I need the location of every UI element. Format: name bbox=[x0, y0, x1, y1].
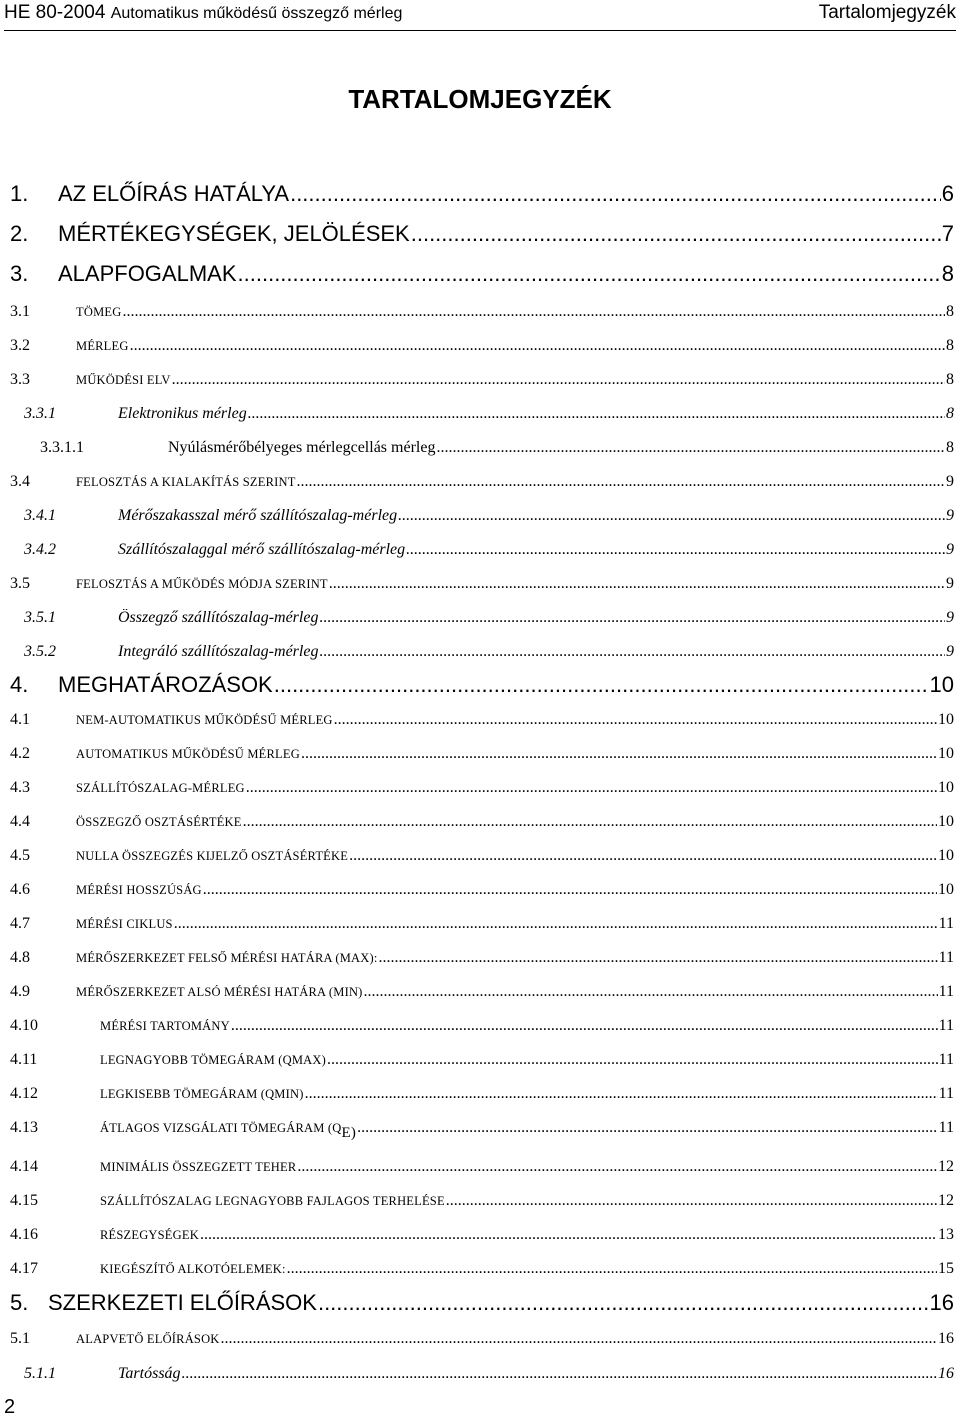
toc-entry-number: 4.1 bbox=[10, 711, 30, 728]
toc-entry[interactable] bbox=[24, 507, 954, 529]
toc-entry[interactable] bbox=[10, 181, 954, 211]
toc-leader-dots bbox=[364, 983, 938, 1001]
toc-entry[interactable] bbox=[10, 881, 954, 903]
toc-entry-number: 5. bbox=[10, 1290, 29, 1315]
toc-leader-dots bbox=[446, 1192, 937, 1210]
running-header bbox=[4, 0, 956, 31]
toc-entry-page: 9 bbox=[946, 473, 954, 490]
toc-entry-title: AUTOMATIKUS MŰKÖDÉSŰ MÉRLEG bbox=[76, 747, 300, 761]
toc-leader-dots bbox=[327, 1051, 938, 1069]
toc-entry-number: 4.2 bbox=[10, 745, 30, 762]
toc-leader-dots bbox=[357, 1119, 938, 1137]
toc-entry-number: 3.3.1.1 bbox=[40, 439, 84, 456]
toc-entry-title: MEGHATÁROZÁSOK bbox=[58, 672, 273, 697]
toc-entry[interactable] bbox=[10, 779, 954, 801]
toc-entry-title: LEGNAGYOBB TÖMEGÁRAM (QMAX) bbox=[100, 1053, 326, 1067]
toc-entry-page: 10 bbox=[938, 711, 954, 728]
toc-entry-title: ÖSSZEGZŐ OSZTÁSÉRTÉKE bbox=[76, 815, 242, 829]
toc-entry-number: 4.13 bbox=[10, 1119, 38, 1136]
toc-leader-dots bbox=[436, 439, 945, 457]
toc-entry-number: 4.16 bbox=[10, 1226, 38, 1243]
toc-entry-page: 16 bbox=[938, 1365, 954, 1382]
toc-entry-title: MŰKÖDÉSI ELV bbox=[76, 373, 171, 387]
toc-entry-number: 5.1.1 bbox=[24, 1365, 56, 1382]
toc-entry-title: SZÁLLÍTÓSZALAG-MÉRLEG bbox=[76, 781, 245, 795]
toc-entry-page: 8 bbox=[941, 261, 954, 286]
toc-entry-number: 3. bbox=[10, 261, 29, 286]
toc-leader-dots bbox=[349, 847, 937, 865]
toc-leader-dots bbox=[379, 949, 938, 967]
toc-leader-dots bbox=[243, 813, 937, 831]
toc-leader-dots bbox=[297, 1158, 937, 1176]
toc-entry-title: MÉRLEG bbox=[76, 339, 129, 353]
toc-leader-dots bbox=[318, 1290, 929, 1316]
toc-leader-dots bbox=[290, 181, 941, 207]
toc-entry[interactable] bbox=[10, 1119, 954, 1141]
toc-entry-number: 4.14 bbox=[10, 1158, 38, 1175]
toc-leader-dots bbox=[122, 303, 945, 321]
toc-entry-title-subscript: E) bbox=[341, 1125, 357, 1141]
toc-entry-page: 16 bbox=[938, 1330, 954, 1347]
toc-entry-number: 3.5.2 bbox=[24, 643, 56, 660]
toc-entry-number: 3.4 bbox=[10, 473, 30, 490]
toc-entry-page: 8 bbox=[946, 439, 954, 456]
toc-leader-dots bbox=[319, 643, 945, 661]
toc-entry-number: 4.11 bbox=[10, 1051, 38, 1068]
toc-entry-title: Elektronikus mérleg bbox=[118, 405, 247, 422]
toc-entry-page: 11 bbox=[938, 1119, 954, 1136]
toc-entry-title: Összegző szállítószalag-mérleg bbox=[118, 609, 319, 626]
toc-entry-title: SZÁLLÍTÓSZALAG LEGNAGYOBB FAJLAGOS TERHELÉSE bbox=[100, 1194, 445, 1208]
toc-entry-title: RÉSZEGYSÉGEK bbox=[100, 1228, 199, 1242]
toc-entry-number: 2. bbox=[10, 221, 29, 246]
toc-entry-title-main: ÁTLAGOS VIZSGÁLATI TÖMEGÁRAM (Q bbox=[100, 1121, 342, 1135]
toc-leader-dots bbox=[287, 1260, 937, 1278]
toc-leader-dots bbox=[231, 1017, 938, 1035]
toc-entry-title: SZERKEZETI ELŐÍRÁSOK bbox=[48, 1290, 317, 1315]
toc-entry[interactable] bbox=[10, 337, 954, 359]
toc-entry-page: 15 bbox=[938, 1260, 954, 1277]
toc-entry-number: 4.10 bbox=[10, 1017, 38, 1034]
toc-entry-title: NULLA ÖSSZEGZÉS KIJELZŐ OSZTÁSÉRTÉKE bbox=[76, 849, 349, 863]
toc-entry-page: 9 bbox=[946, 507, 954, 524]
toc-entry-number: 4. bbox=[10, 672, 29, 697]
toc-entry-title bbox=[100, 1120, 357, 1141]
toc-entry[interactable] bbox=[10, 1226, 954, 1248]
toc-entry[interactable] bbox=[10, 261, 954, 291]
toc-entry-page: 10 bbox=[938, 847, 954, 864]
toc-entry-page: 16 bbox=[929, 1290, 954, 1315]
toc-entry-title: MÉRÉSI CIKLUS bbox=[76, 917, 173, 931]
toc-entry-number: 4.7 bbox=[10, 915, 30, 932]
toc-entry-number: 1. bbox=[10, 181, 29, 206]
toc-entry-number: 4.3 bbox=[10, 779, 30, 796]
toc-leader-dots bbox=[411, 221, 941, 247]
toc-entry-number: 4.8 bbox=[10, 949, 30, 966]
toc-entry-page: 7 bbox=[941, 221, 954, 246]
toc-entry-title: Integráló szállítószalag-mérleg bbox=[118, 643, 319, 660]
toc-entry[interactable] bbox=[24, 541, 954, 563]
toc-entry[interactable] bbox=[10, 1051, 954, 1073]
toc-entry[interactable] bbox=[10, 949, 954, 971]
toc-entry-title: Nyúlásmérőbélyeges mérlegcellás mérleg bbox=[168, 439, 436, 456]
toc-entry[interactable] bbox=[10, 983, 954, 1005]
toc-leader-dots bbox=[398, 507, 945, 525]
toc-entry[interactable] bbox=[24, 405, 954, 427]
toc-entry-number: 4.6 bbox=[10, 881, 30, 898]
toc-entry[interactable] bbox=[10, 1085, 954, 1107]
toc-entry-page: 9 bbox=[946, 541, 954, 558]
toc-entry-page: 8 bbox=[946, 405, 954, 422]
toc-entry[interactable] bbox=[10, 473, 954, 495]
header-doc-title: Automatikus működésű összegző mérleg bbox=[110, 5, 403, 22]
toc-entry[interactable] bbox=[10, 575, 954, 597]
toc-entry[interactable] bbox=[10, 1158, 954, 1180]
toc-leader-dots bbox=[274, 672, 929, 698]
header-doc-id: HE 80-2004 bbox=[4, 2, 106, 23]
toc-entry-number: 4.12 bbox=[10, 1085, 38, 1102]
toc-entry-title: ALAPFOGALMAK bbox=[58, 261, 237, 286]
toc-entry-number: 3.4.2 bbox=[24, 541, 56, 558]
toc-entry-number: 3.3.1 bbox=[24, 405, 56, 422]
toc-entry-number: 3.4.1 bbox=[24, 507, 56, 524]
page-title: TARTALOMJEGYZÉK bbox=[348, 84, 612, 114]
toc-entry-page: 10 bbox=[938, 881, 954, 898]
toc-entry-title: ALAPVETŐ ELŐÍRÁSOK bbox=[76, 1332, 220, 1346]
page-number: 2 bbox=[4, 1396, 16, 1418]
header-doc-info bbox=[4, 2, 402, 24]
toc-entry-page: 10 bbox=[938, 745, 954, 762]
toc-entry-page: 10 bbox=[938, 779, 954, 796]
toc-entry-number: 3.5.1 bbox=[24, 609, 56, 626]
toc-entry[interactable] bbox=[10, 1330, 954, 1352]
toc-leader-dots bbox=[221, 1330, 937, 1348]
toc-entry-title: NEM-AUTOMATIKUS MŰKÖDÉSŰ MÉRLEG bbox=[76, 713, 333, 727]
toc-entry-title: LEGKISEBB TÖMEGÁRAM (QMIN) bbox=[100, 1087, 304, 1101]
toc-leader-dots bbox=[203, 881, 937, 899]
toc-entry-number: 5.1 bbox=[10, 1330, 30, 1347]
toc-entry-number: 3.2 bbox=[10, 337, 30, 354]
toc-entry-page: 11 bbox=[938, 1051, 954, 1068]
toc-leader-dots bbox=[238, 261, 941, 287]
toc-entry[interactable] bbox=[10, 221, 954, 251]
header-section: Tartalomjegyzék bbox=[818, 2, 956, 23]
toc-entry-page: 13 bbox=[938, 1226, 954, 1243]
toc-entry-page: 8 bbox=[946, 303, 954, 320]
toc-leader-dots bbox=[297, 473, 945, 491]
toc-leader-dots bbox=[406, 541, 945, 559]
toc-leader-dots bbox=[319, 609, 945, 627]
toc-entry-page: 8 bbox=[946, 337, 954, 354]
toc-leader-dots bbox=[248, 405, 945, 423]
toc-entry-title: KIEGÉSZÍTŐ ALKOTÓELEMEK: bbox=[100, 1262, 286, 1276]
toc-entry[interactable] bbox=[10, 711, 954, 733]
toc-entry[interactable] bbox=[10, 745, 954, 767]
toc-entry[interactable] bbox=[10, 915, 954, 937]
toc-entry-page: 9 bbox=[946, 575, 954, 592]
toc-entry-number: 3.1 bbox=[10, 303, 30, 320]
toc-entry-page: 8 bbox=[946, 371, 954, 388]
toc-entry[interactable] bbox=[10, 672, 954, 702]
toc-entry-title: AZ ELŐÍRÁS HATÁLYA bbox=[58, 181, 290, 206]
toc-entry-title: MINIMÁLIS ÖSSZEGZETT TEHER bbox=[100, 1160, 297, 1174]
toc-entry[interactable] bbox=[10, 1192, 954, 1214]
toc-entry-title: Tartósság bbox=[118, 1365, 181, 1382]
toc-leader-dots bbox=[174, 915, 938, 933]
toc-entry-title: MÉRÉSI HOSSZÚSÁG bbox=[76, 883, 202, 897]
toc-entry-title: FELOSZTÁS A KIALAKÍTÁS SZERINT bbox=[76, 475, 296, 489]
toc-leader-dots bbox=[172, 371, 945, 389]
toc-leader-dots bbox=[301, 745, 937, 763]
toc-entry[interactable] bbox=[24, 1365, 954, 1387]
toc-entry-title: MÉRÉSI TARTOMÁNY bbox=[100, 1019, 230, 1033]
toc-entry-title: TÖMEG bbox=[76, 305, 122, 319]
toc-entry-page: 11 bbox=[938, 1017, 954, 1034]
toc-entry-page: 10 bbox=[929, 672, 954, 697]
toc-entry[interactable] bbox=[10, 1260, 954, 1282]
toc-entry[interactable] bbox=[40, 439, 954, 461]
toc-entry-page: 11 bbox=[938, 983, 954, 1000]
toc-entry-page: 11 bbox=[938, 1085, 954, 1102]
toc-entry[interactable] bbox=[10, 303, 954, 325]
toc-entry-page: 9 bbox=[946, 609, 954, 626]
toc-entry[interactable] bbox=[10, 1290, 954, 1320]
toc-leader-dots bbox=[334, 711, 937, 729]
toc-leader-dots bbox=[130, 337, 945, 355]
toc-entry[interactable] bbox=[10, 1017, 954, 1039]
toc-entry-page: 10 bbox=[938, 813, 954, 830]
toc-leader-dots bbox=[246, 779, 937, 797]
toc-entry[interactable] bbox=[10, 371, 954, 393]
toc-entry-page: 12 bbox=[938, 1192, 954, 1209]
toc-leader-dots bbox=[200, 1226, 937, 1244]
toc-entry-number: 4.15 bbox=[10, 1192, 38, 1209]
toc-leader-dots bbox=[305, 1085, 938, 1103]
toc-entry[interactable] bbox=[10, 813, 954, 835]
toc-entry-number: 3.5 bbox=[10, 575, 30, 592]
toc-entry-page: 11 bbox=[938, 915, 954, 932]
toc-entry-number: 4.4 bbox=[10, 813, 30, 830]
toc-entry-title: Mérőszakasszal mérő szállítószalag-mérleg bbox=[118, 507, 398, 524]
toc-entry-page: 12 bbox=[938, 1158, 954, 1175]
toc-entry-number: 4.9 bbox=[10, 983, 30, 1000]
toc-entry[interactable] bbox=[24, 643, 954, 665]
toc-entry-number: 3.3 bbox=[10, 371, 30, 388]
toc-entry-title: MÉRŐSZERKEZET FELSŐ MÉRÉSI HATÁRA (MAX): bbox=[76, 951, 378, 965]
toc-entry-title: MÉRŐSZERKEZET ALSÓ MÉRÉSI HATÁRA (MIN) bbox=[76, 985, 363, 999]
toc-entry-page: 11 bbox=[938, 949, 954, 966]
toc-leader-dots bbox=[329, 575, 945, 593]
toc-entry-number: 4.17 bbox=[10, 1260, 38, 1277]
toc-entry-title: MÉRTÉKEGYSÉGEK, JELÖLÉSEK bbox=[58, 221, 410, 246]
toc-entry-number: 4.5 bbox=[10, 847, 30, 864]
toc-entry-title: Szállítószalaggal mérő szállítószalag-mérleg bbox=[118, 541, 406, 558]
toc-entry-page: 6 bbox=[941, 181, 954, 206]
toc-entry[interactable] bbox=[24, 609, 954, 631]
toc-entry-page: 9 bbox=[946, 643, 954, 660]
toc-entry-title: FELOSZTÁS A MŰKÖDÉS MÓDJA SZERINT bbox=[76, 577, 328, 591]
toc-entry[interactable] bbox=[10, 847, 954, 869]
toc-leader-dots bbox=[182, 1365, 937, 1383]
